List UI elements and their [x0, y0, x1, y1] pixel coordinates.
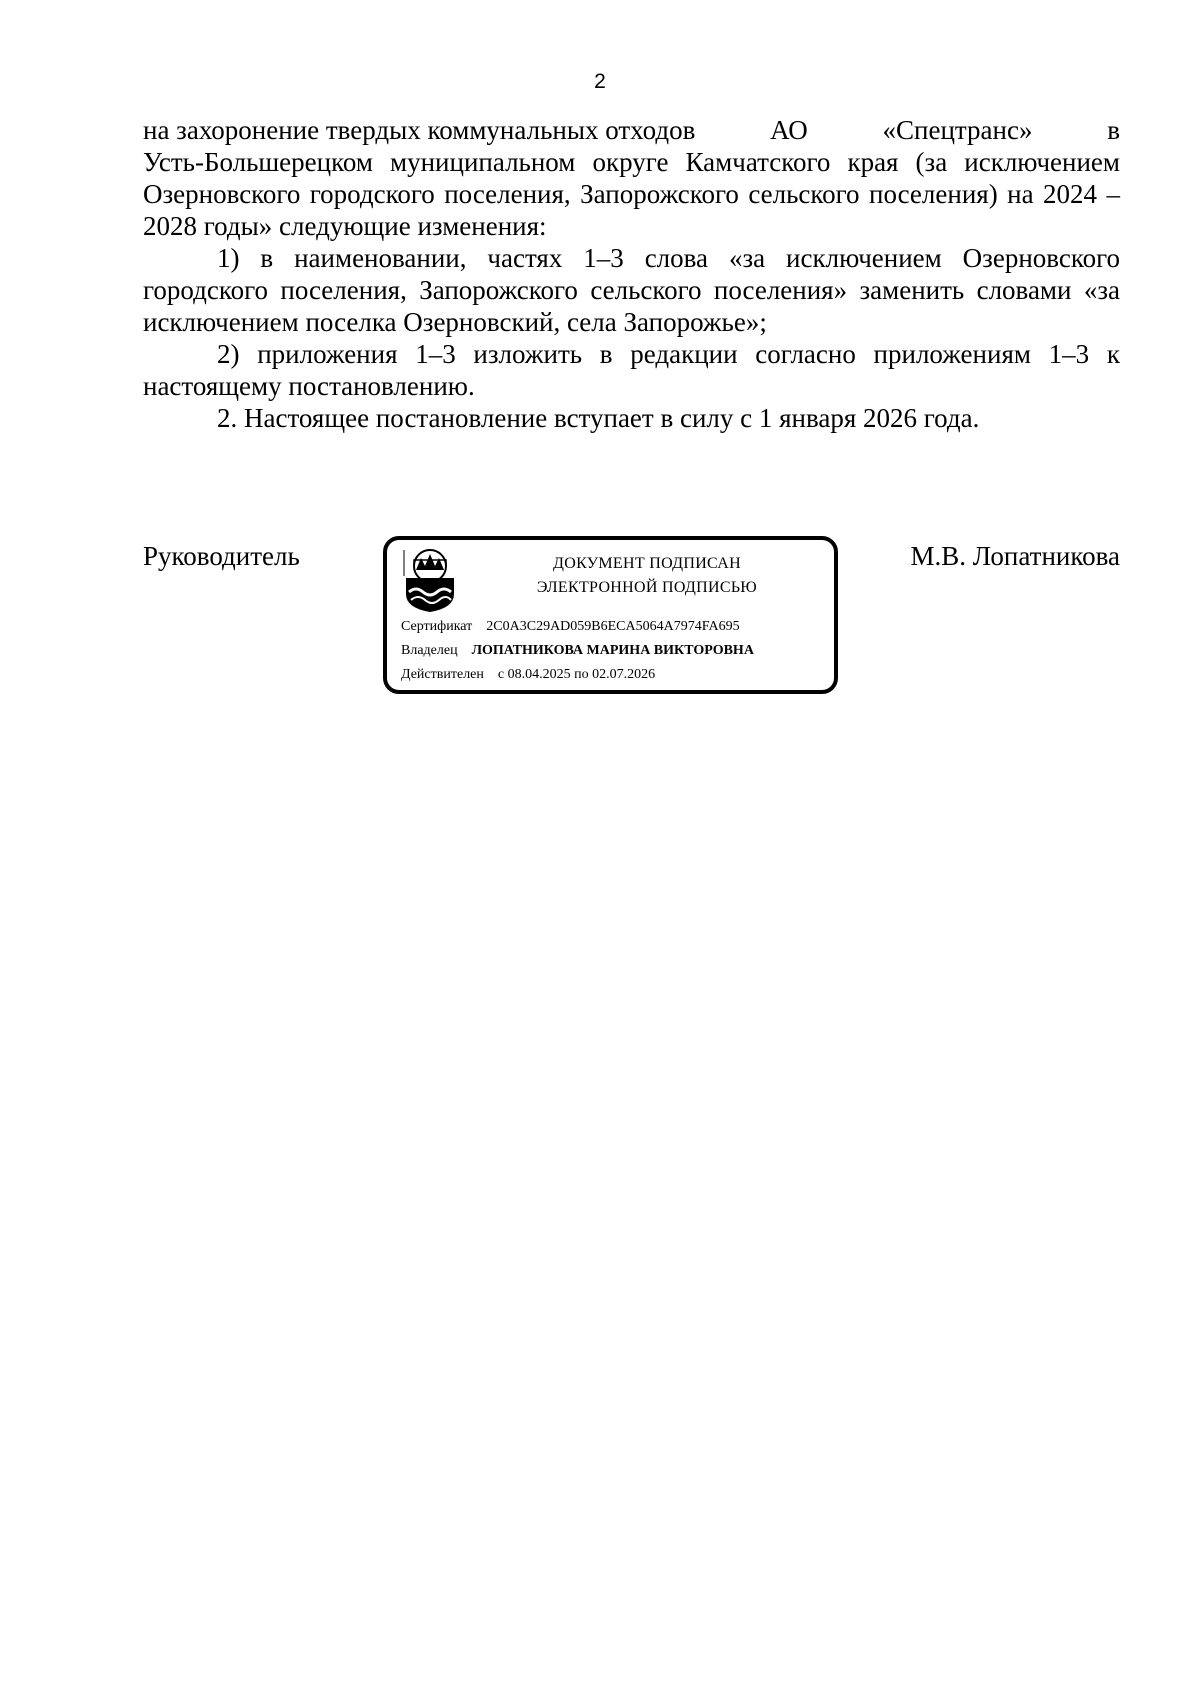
- text-fragment: на захоронение твердых коммунальных отходов: [143, 115, 696, 145]
- stamp-owner-row: [401, 642, 754, 660]
- stamp-certificate-row: [401, 618, 740, 636]
- stamp-title-line-2: ЭЛЕКТРОННОЙ ПОДПИСЬЮ: [536, 579, 758, 596]
- paragraph-3: 2) приложения 1–3 изложить в редакции согласно приложениям 1–3 к настоящему постановлению.: [143, 339, 1120, 401]
- signer-name: М.В. Лопатникова: [910, 541, 1120, 571]
- page-number: 2: [594, 70, 606, 93]
- stamp-title-line-1: ДОКУМЕНТ ПОДПИСАН: [553, 555, 741, 572]
- owner-label: Владелец: [401, 643, 458, 658]
- paragraph-1-rest: Усть-Большерецком муниципальном округе Камчатского края (за исключением Озерновского городского поселения, Запорожского сельского поселения) на 2024 – 2028 годы» следующие изменения:: [143, 147, 1120, 241]
- kamchatka-emblem-icon: [401, 548, 459, 614]
- stamp-validity-row: [401, 666, 655, 684]
- document-body: [143, 114, 1120, 434]
- certificate-label: Сертификат: [401, 619, 473, 634]
- stamp-title: [482, 552, 812, 600]
- text-fragment: «Спецтранс»: [882, 115, 1033, 145]
- signature-block: [143, 536, 1120, 700]
- electronic-signature-stamp: [383, 536, 838, 694]
- text-fragment: в: [1107, 115, 1120, 145]
- paragraph-1: [143, 114, 1120, 242]
- paragraph-4: 2. Настоящее постановление вступает в силу с 1 января 2026 года.: [217, 403, 980, 433]
- validity-value: с 08.04.2025 по 02.07.2026: [497, 667, 656, 682]
- paragraph-1-first-line: [143, 114, 1120, 146]
- signer-position: Руководитель: [143, 541, 300, 571]
- owner-value: ЛОПАТНИКОВА МАРИНА ВИКТОРОВНА: [471, 643, 754, 658]
- text-fragment: АО: [770, 115, 808, 145]
- certificate-value: 2C0A3C29AD059B6ECA5064A7974FA695: [486, 619, 740, 634]
- paragraph-2: 1) в наименовании, частях 1–3 слова «за исключением Озерновского городского поселения, Запорожского сельского поселения» заменить словами «за исключением поселка Озерновский, села Запорожье»;: [143, 243, 1120, 337]
- validity-label: Действителен: [401, 667, 484, 682]
